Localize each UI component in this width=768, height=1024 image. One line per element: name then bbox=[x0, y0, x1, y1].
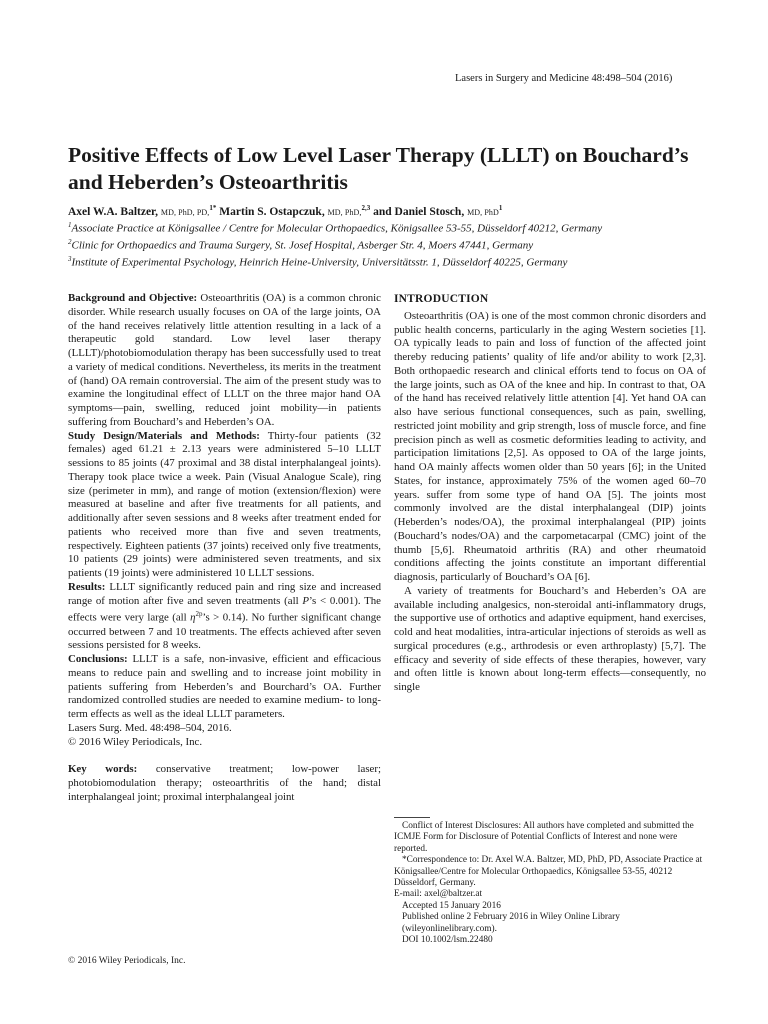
abstract-text: ’s < 0.001). The effects were very large (all bbox=[68, 594, 381, 624]
affiliation-line bbox=[68, 253, 602, 270]
eta-superscript: 2p bbox=[195, 610, 203, 619]
p-symbol: P bbox=[302, 594, 309, 607]
introduction-paragraph: Osteoarthritis (OA) is one of the most common chronic disorders and public health concerns, particularly in the aging Western societies [1]. OA typically leads to pain and loss of function of the affected joint thereby reducing patients’ quality of life and/or ability to work [2,3]. Both orthopaedic research and clinical efforts tend to focus on OA of the large joints, such as OA of the knee and hip. In contrast to that, OA of the hand has received relatively little attention [4]. Yet hand OA can also have serious functional consequences, such as pain, swelling, restricted joint mobility and grip strength, loss of muscle force, and fine precision pinch as well as cosmetic deformities leading to activity, and participation limitations [2,5]. As opposed to OA of the large joints, hand OA mainly affects women older than 50 years [6]; in the United States, for instance, approximately 75% of the women aged 60–70 years. suffer from some type of hand OA [5]. The joints most commonly involved are the distal interphalangeal (DIP) joints (Heberden’s nodes/OA), the proximal interphalangeal (PIP) joints (Bouchard’s nodes/OA) and the carpometacarpal (CMC) joint of the thumb [5,6]. Rheumatoid arthritis (RA) and other rheumatoid conditions affecting the joints constitute an important differential diagnosis, particularly of Bouchard’s OA [6]. bbox=[394, 309, 706, 583]
affiliation-mark: 2 bbox=[68, 238, 72, 247]
affiliation-mark: 1 bbox=[68, 221, 72, 229]
abstract-text: ’s > 0.14). No further significant change occurred between 7 and 10 treatments. The effects achieved after seven sessions persisted for 8 weeks. bbox=[68, 611, 381, 652]
affiliation-text: Institute of Experimental Psychology, Heinrich Heine-University, Universitätsstr. 1, Düsseldorf 40225, Germany bbox=[71, 256, 568, 269]
affiliations bbox=[68, 219, 602, 270]
affiliation-line bbox=[68, 236, 602, 253]
abstract-text: Thirty-four patients (32 females) aged 61.21 ± 2.13 years were administered 5–10 LLLT sessions to 85 joints (47 proximal and 38 distal interphalangeal joints). Therapy took place twice a week. Pain (Visual Analogue Scale), ring size (perimeter in mm), and range of motion (extension/flexion) were measured at baseline and after five treatments for all patients, and additionally after seven sessions and 8 weeks after treatment ended for patients who received more than five and seven treatments, respectively. Eighteen patients (37 joints) received only five treatments, 10 patients (29 joints) were administered seven treatments, and six patients (19 joints) were administered 10 LLLT sessions. bbox=[68, 429, 381, 579]
article-title: Positive Effects of Low Level Laser Therapy (LLLT) on Bouchard’s and Heberden’s Osteoarthritis bbox=[68, 143, 689, 194]
abstract-text: LLLT is a safe, non-invasive, efficient and efficacious means to reduce pain and swelling and to increase joint mobility in patients suffering from Heberden’s and Bourchard’s OA. Further randomized controlled studies are needed to examine medium- to long-term effects as well as the ideal LLLT parameters. bbox=[68, 653, 381, 721]
abstract-label: Conclusions: bbox=[68, 653, 128, 666]
footnotes bbox=[394, 817, 707, 946]
author-line: Axel W.A. Baltzer, MD, PhD, PD,$^{1*}$ Martin S. Ostapczuk, MD, PhD,$^{2,3}$ and Daniel Stosch, MD, PhD$^1$ bbox=[68, 204, 503, 218]
accepted-date: Accepted 15 January 2016 bbox=[402, 900, 501, 911]
eta-symbol: η bbox=[190, 611, 196, 624]
author-affiliation-mark: 1 bbox=[498, 204, 503, 212]
keywords-label: Key words: bbox=[68, 763, 138, 776]
abstract-text: LLLT significantly reduced pain and ring size and increased range of motion after five and seven treatments (all bbox=[68, 580, 381, 607]
conflict-disclosure: Conflict of Interest Disclosures: All authors have completed and submitted the ICMJE Form for Disclosure of Potential Conflicts of Interest and none were reported. bbox=[394, 821, 694, 854]
keywords-text: conservative treatment; low-power laser; photobiomodulation therapy; osteoarthritis of the hand; distal interphalangeal joint; proximal interphalangeal joint bbox=[68, 763, 381, 803]
published-note: Published online 2 February 2016 in Wiley Online Library (wileyonlinelibrary.com). bbox=[402, 912, 620, 934]
abstract-label: Results: bbox=[68, 580, 106, 593]
abstract-text: Osteoarthritis (OA) is a common chronic disorder. While research usually focuses on OA of the large joints, OA of the hand receives relatively little attention resulting in a lack of a therapeutic gold standard. Low level laser therapy (LLLT)/photobiomodulation therapy has been successfully used to treat a variety of medical conditions. Nevertheless, its merits in the treatment of (hand) OA remain controversial. The aim of the present study was to examine the longitudinal effect of LLLT on the three major hand OA symptoms—pain, swelling, reduced joint mobility—in patients suffering from Bouchard’s and Heberden’s OA. bbox=[68, 292, 381, 428]
doi: DOI 10.1002/lsm.22480 bbox=[402, 935, 493, 946]
keywords bbox=[68, 763, 381, 804]
footnote-rule bbox=[394, 817, 430, 818]
author-name: Martin S. Ostapczuk bbox=[219, 205, 322, 218]
abstract-label: Study Design/Materials and Methods: bbox=[68, 429, 260, 442]
running-head: Lasers in Surgery and Medicine 48:498–504 (2016) bbox=[455, 73, 673, 84]
email-line: E-mail: axel@baltzer.at bbox=[394, 889, 483, 900]
introduction-heading: INTRODUCTION bbox=[394, 293, 489, 305]
affiliation-line bbox=[68, 219, 602, 236]
author-name: and Daniel Stosch bbox=[373, 205, 462, 218]
author-name: Axel W.A. Baltzer bbox=[68, 205, 156, 218]
affiliation-text: Associate Practice at Königsallee / Centre for Molecular Orthopaedics, Königsallee 53-55, Düsseldorf 40212, Germany bbox=[71, 222, 603, 235]
introduction-column bbox=[394, 293, 706, 695]
abstract-copyright: © 2016 Wiley Periodicals, Inc. bbox=[68, 735, 203, 748]
author-affiliation-mark: 1* bbox=[209, 204, 217, 212]
abstract-conclusions bbox=[68, 653, 381, 722]
abstract-column bbox=[68, 292, 381, 805]
abstract-background bbox=[68, 292, 381, 430]
affiliation-mark: 3 bbox=[68, 255, 72, 264]
abstract-label: Background and Objective: bbox=[68, 292, 198, 304]
author-degrees: MD, PhD bbox=[467, 207, 499, 217]
affiliation-text: Clinic for Orthopaedics and Trauma Surgery, St. Josef Hospital, Asberger Str. 4, Moers 47441, Germany bbox=[71, 239, 534, 252]
author-degrees: MD, PhD, bbox=[327, 207, 362, 217]
introduction-paragraph: A variety of treatments for Bouchard’s and Heberden’s OA are available including analgesics, non-steroidal anti-inflammatory drugs, the supportive use of orthotics and adaptive equipment, hand exercises, cold and heat modalities, intra-articular injections of steroids as well as surgical procedures (e.g., arthrodesis or even arthroplasty) [5,7]. The efficacy and severity of side effects of these therapies, however, vary and often little is known about long-term effects—consequently, no single bbox=[394, 584, 706, 693]
abstract-design bbox=[68, 430, 381, 581]
abstract-citation: Lasers Surg. Med. 48:498–504, 2016. bbox=[68, 721, 232, 734]
abstract-results bbox=[68, 581, 381, 653]
author-degrees: MD, PhD, PD, bbox=[160, 207, 210, 217]
author-affiliation-mark: 2,3 bbox=[361, 204, 371, 212]
correspondence-note: *Correspondence to: Dr. Axel W.A. Baltzer, MD, PhD, PD, Associate Practice at Königsallee/Centre for Molecular Orthopaedics, Königsallee 53-55, 40212 Düsseldorf, Germany. bbox=[394, 855, 703, 889]
page-copyright: © 2016 Wiley Periodicals, Inc. bbox=[68, 956, 186, 966]
